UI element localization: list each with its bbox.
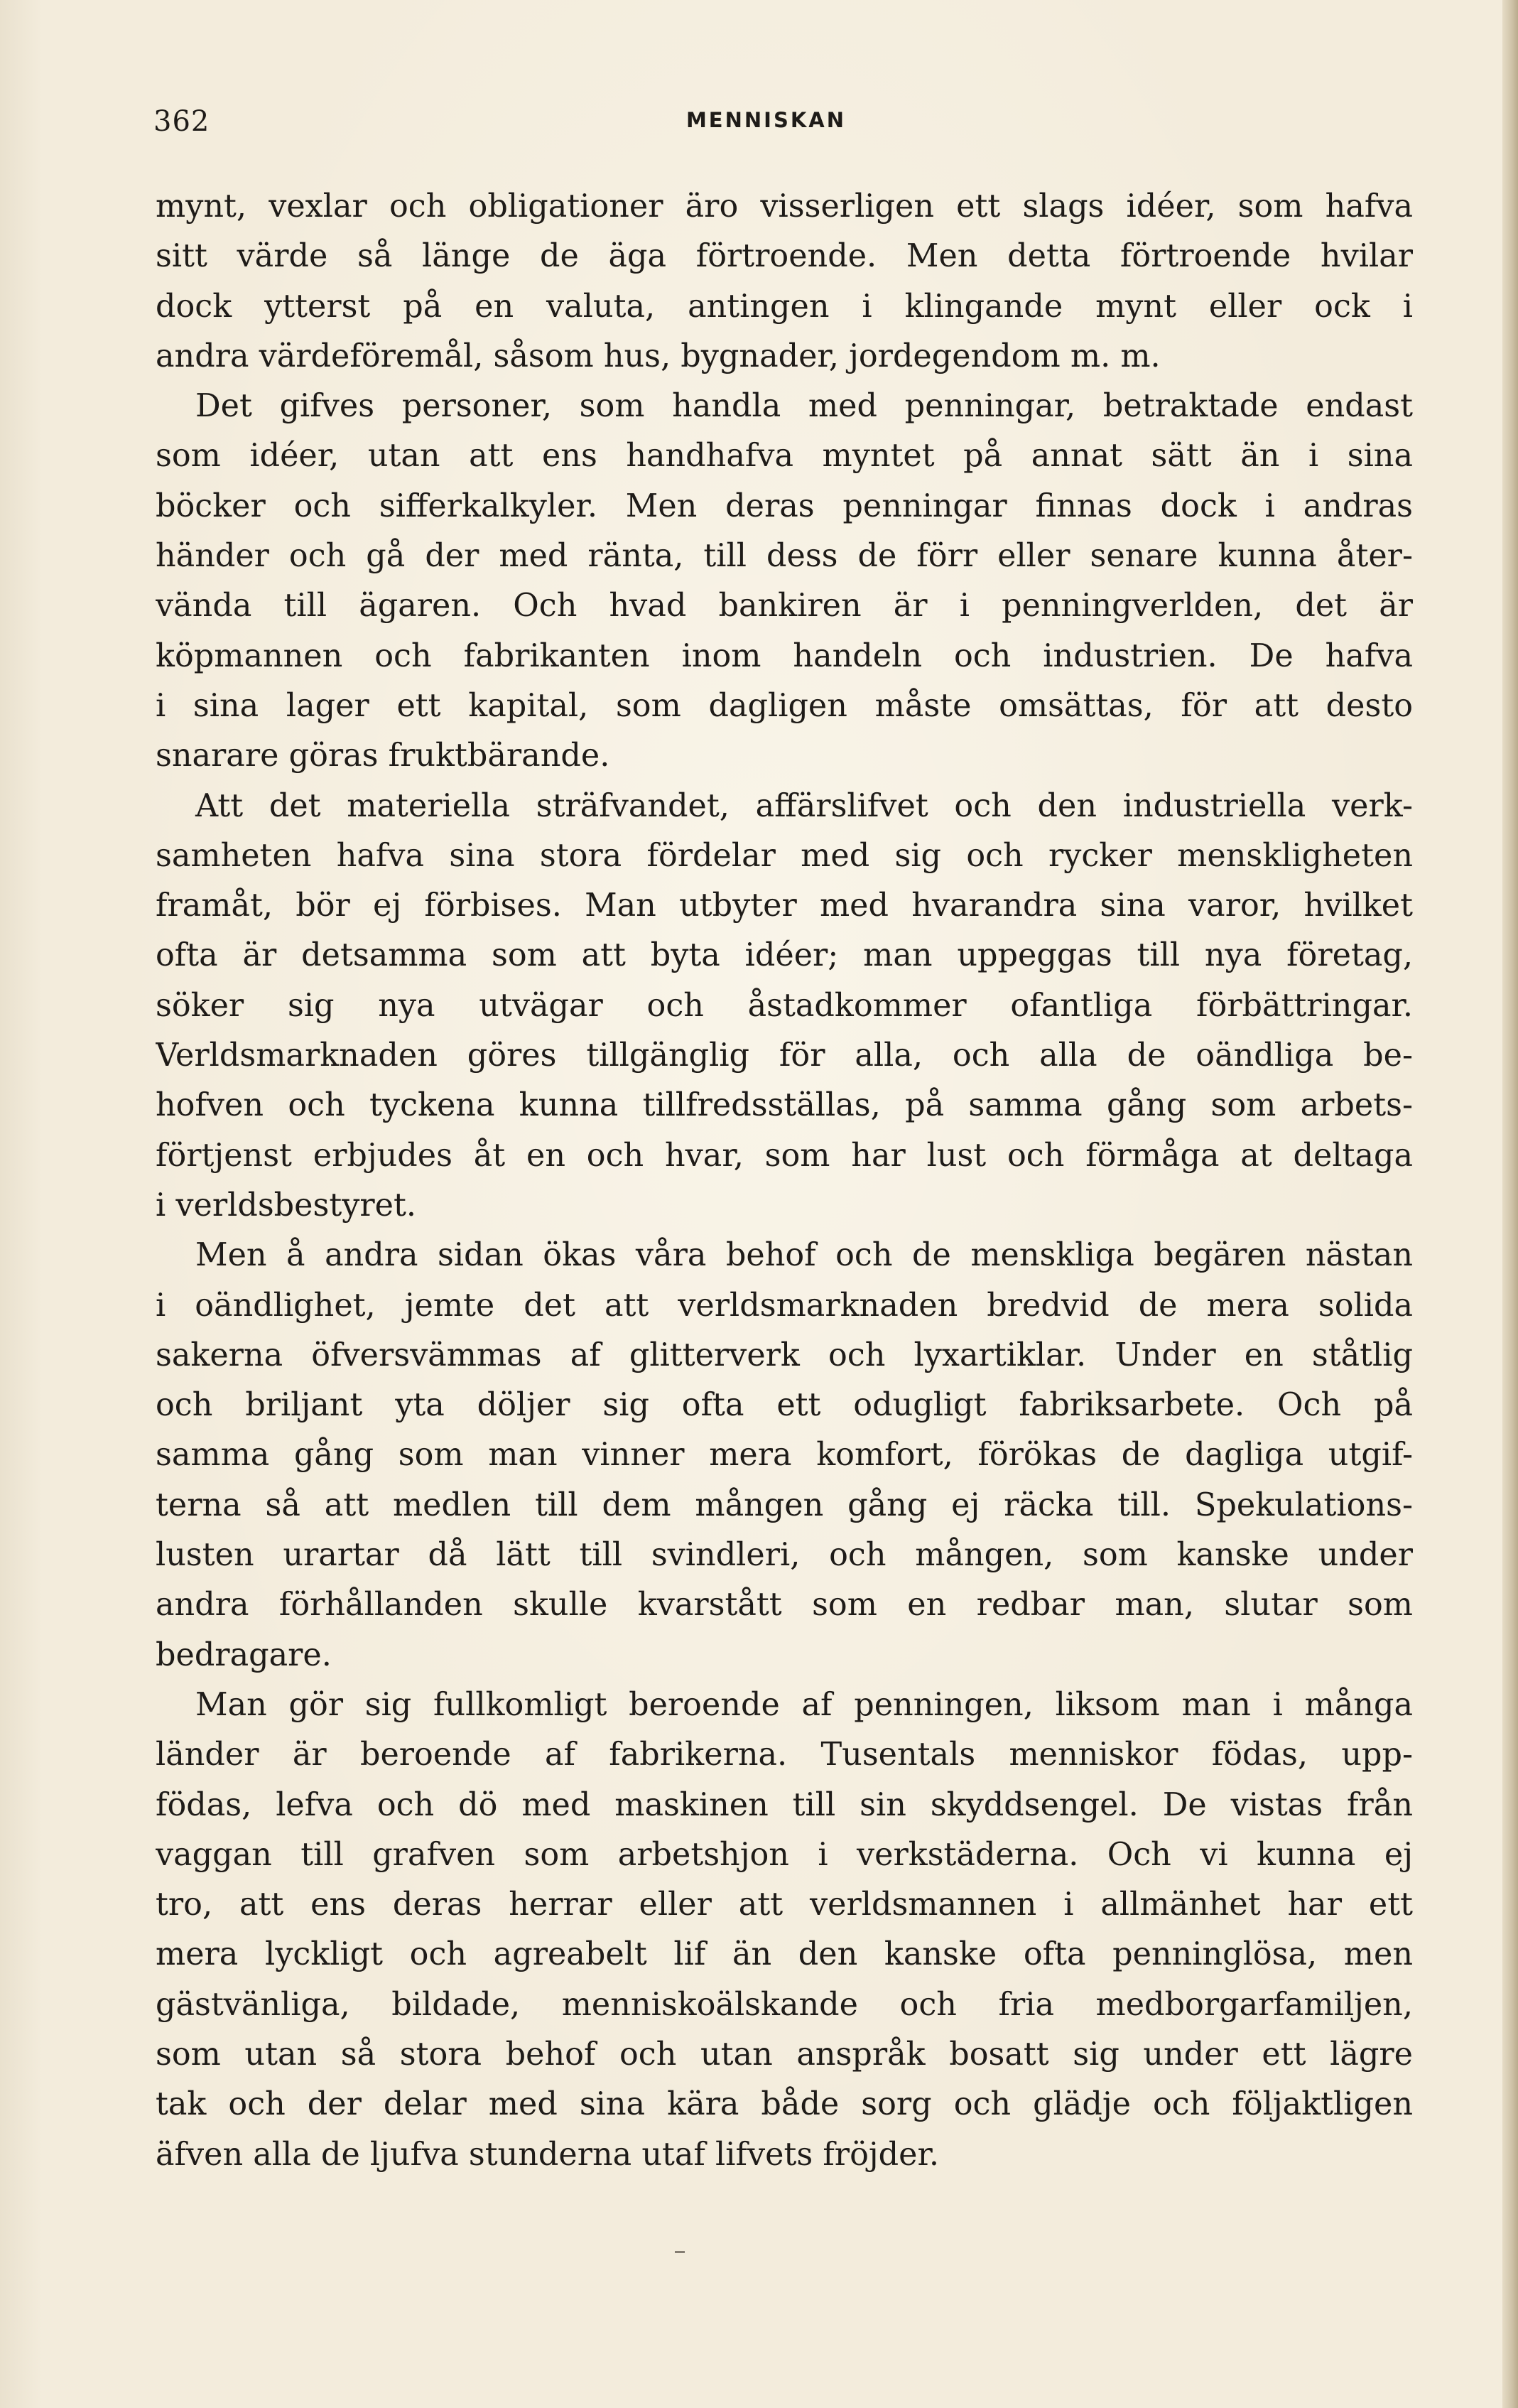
text-line: bedragare. <box>156 1636 332 1673</box>
text-line: som idéer, utan att ens handhafva myntet på annat sätt än i sina <box>156 438 1413 475</box>
text-line: gästvänliga, bildade, menniskoälskande och fria medborgarfamiljen, <box>156 1986 1413 2023</box>
body-text <box>156 182 1413 2180</box>
text-line: vända till ägaren. Och hvad bankiren är i penningverlden, det är <box>156 588 1413 625</box>
text-line: i sina lager ett kapital, som dagligen måste omsättas, för att desto <box>156 687 1413 724</box>
text-line: vaggan till grafven som arbetshjon i verkstäderna. Och vi kunna ej <box>156 1836 1413 1873</box>
text-line: andra värdeföremål, såsom hus, bygnader, jordegendom m. m. <box>156 338 1161 374</box>
text-line: i verldsbestyret. <box>156 1187 416 1224</box>
text-line: födas, lefva och dö med maskinen till sin skyddsengel. De vistas från <box>156 1786 1413 1823</box>
text-line: och briljant yta döljer sig ofta ett odugligt fabriksarbete. Och på <box>156 1387 1413 1424</box>
text-line: dock ytterst på en valuta, antingen i klingande mynt eller ock i <box>156 288 1413 325</box>
text-line: Att det materiella sträfvandet, affärslifvet och den industriella verk- <box>195 787 1413 824</box>
text-line: köpmannen och fabrikanten inom handeln och industrien. De hafva <box>156 637 1413 674</box>
text-line: andra förhållanden skulle kvarstått som en redbar man, slutar som <box>156 1587 1413 1624</box>
running-head: MENNISKAN <box>685 108 847 132</box>
page-number: 362 <box>153 105 210 138</box>
text-line: tro, att ens deras herrar eller att verldsmannen i allmänhet har ett <box>156 1886 1413 1923</box>
text-line: Det gifves personer, som handla med penningar, betraktade endast <box>195 388 1413 425</box>
text-line: samheten hafva sina stora fördelar med sig och rycker menskligheten <box>156 837 1413 874</box>
text-line: mera lyckligt och agreabelt lif än den kanske ofta penninglösa, men <box>156 1936 1413 1973</box>
print-speck <box>675 2251 685 2253</box>
text-line: framåt, bör ej förbises. Man utbyter med hvarandra sina varor, hvilket <box>156 887 1413 924</box>
text-line: förtjenst erbjudes åt en och hvar, som har lust och förmåga at deltaga <box>156 1137 1413 1174</box>
text-line: snarare göras fruktbärande. <box>156 738 610 774</box>
text-line: händer och gå der med ränta, till dess de förr eller senare kunna åter- <box>156 538 1413 575</box>
text-line: söker sig nya utvägar och åstadkommer ofantliga förbättringar. <box>156 987 1413 1024</box>
text-line: mynt, vexlar och obligationer äro visserligen ett slags idéer, som hafva <box>156 188 1413 225</box>
text-line: ofta är detsamma som att byta idéer; man uppeggas till nya företag, <box>156 937 1413 974</box>
text-line: böcker och sifferkalkyler. Men deras penningar finnas dock i andras <box>156 487 1413 524</box>
text-line: Verldsmarknaden göres tillgänglig för alla, och alla de oändliga be- <box>156 1037 1413 1074</box>
text-line: tak och der delar med sina kära både sorg och glädje och följaktligen <box>156 2086 1413 2123</box>
text-line: länder är beroende af fabrikerna. Tusentals menniskor födas, upp- <box>156 1737 1413 1773</box>
text-line: samma gång som man vinner mera komfort, förökas de dagliga utgif- <box>156 1437 1413 1474</box>
text-line: sakerna öfversvämmas af glitterverk och lyxartiklar. Under en ståtlig <box>156 1337 1413 1373</box>
page-edge-shadow <box>1502 0 1518 2408</box>
text-line: Men å andra sidan ökas våra behof och de menskliga begären nästan <box>195 1237 1413 1274</box>
text-line: som utan så stora behof och utan anspråk bosatt sig under ett lägre <box>156 2036 1413 2073</box>
text-line: Man gör sig fullkomligt beroende af penningen, liksom man i många <box>195 1686 1413 1723</box>
text-line: sitt värde så länge de äga förtroende. Men detta förtroende hvilar <box>156 238 1413 275</box>
text-line: lusten urartar då lätt till svindleri, och mången, som kanske under <box>156 1537 1413 1574</box>
text-line: äfven alla de ljufva stunderna utaf lifvets fröjder. <box>156 2136 940 2173</box>
text-line: terna så att medlen till dem mången gång ej räcka till. Spekulations- <box>156 1486 1413 1523</box>
text-line: hofven och tyckena kunna tillfredsställas, på samma gång som arbets- <box>156 1087 1413 1124</box>
text-line: i oändlighet, jemte det att verldsmarknaden bredvid de mera solida <box>156 1287 1413 1324</box>
